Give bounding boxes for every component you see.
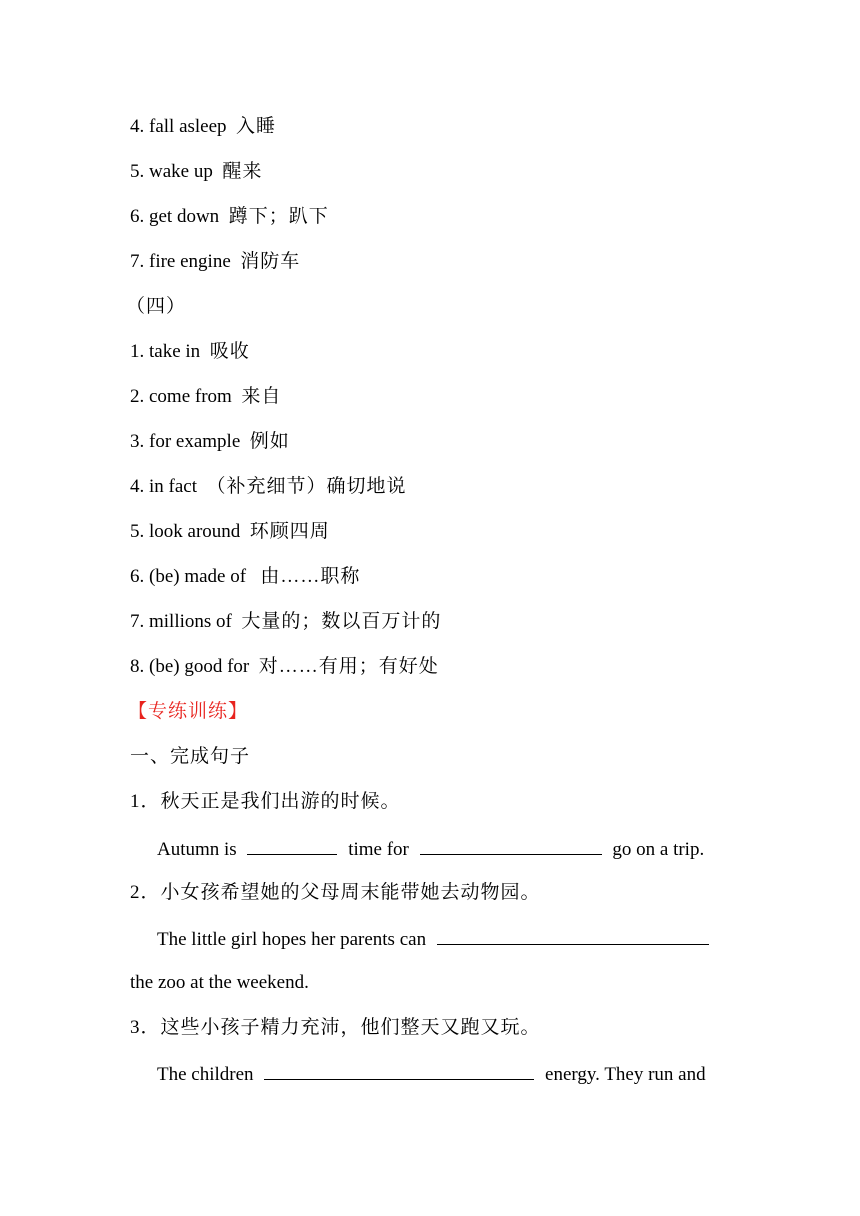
phrase-cn: 由……职称 xyxy=(260,566,361,587)
part-title: 一、完成句子 xyxy=(130,746,251,767)
phrase-cn: 对……有用；有好处 xyxy=(258,656,439,677)
phrase-cn: 醒来 xyxy=(222,161,263,182)
question-sentence xyxy=(157,836,704,862)
question-number: 3． xyxy=(130,1017,161,1038)
question-sentence-continued: the zoo at the weekend. xyxy=(130,972,309,993)
phrase-en: 3. for example xyxy=(130,431,241,452)
phrase-item xyxy=(130,520,330,544)
question-prompt xyxy=(130,790,401,814)
phrase-en: 1. take in xyxy=(130,341,201,362)
question-sentence xyxy=(157,1061,706,1087)
section-label: （四） xyxy=(126,296,187,317)
phrase-en: 5. wake up xyxy=(130,161,213,182)
phrase-cn: 来自 xyxy=(241,386,282,407)
training-heading: 【专练训练】 xyxy=(128,701,249,722)
phrase-cn: 例如 xyxy=(249,431,290,452)
question-prompt xyxy=(130,1016,541,1040)
phrase-item xyxy=(130,610,441,634)
sentence-part: The children xyxy=(157,1064,254,1085)
question-cn: 小女孩希望她的父母周末能带她去动物园。 xyxy=(160,882,541,903)
phrase-item xyxy=(130,160,262,184)
phrase-item xyxy=(130,385,281,409)
phrase-item xyxy=(130,250,300,274)
phrase-en: 6. (be) made of xyxy=(130,566,247,587)
question-number: 1． xyxy=(130,791,161,812)
phrase-cn: 消防车 xyxy=(240,251,301,272)
question-number: 2． xyxy=(130,882,161,903)
sentence-part: time for xyxy=(348,839,409,860)
question-cn: 秋天正是我们出游的时候。 xyxy=(160,791,401,812)
phrase-item xyxy=(130,430,290,454)
phrase-en: 7. millions of xyxy=(130,611,232,632)
phrase-cn: 入睡 xyxy=(236,116,277,137)
phrase-cn: 大量的；数以百万计的 xyxy=(241,611,442,632)
phrase-en: 8. (be) good for xyxy=(130,656,250,677)
sentence-part: The little girl hopes her parents can xyxy=(157,929,427,950)
phrase-item xyxy=(130,340,250,364)
phrase-en: 6. get down xyxy=(130,206,220,227)
question-cn: 这些小孩子精力充沛，他们整天又跑又玩。 xyxy=(160,1017,541,1038)
answer-blank[interactable] xyxy=(437,926,709,945)
phrase-item xyxy=(130,565,360,589)
sentence-part: Autumn is xyxy=(157,839,237,860)
phrase-item xyxy=(130,205,329,229)
phrase-cn: 环顾四周 xyxy=(249,521,330,542)
phrase-cn: （补充细节）确切地说 xyxy=(206,476,407,497)
phrase-cn: 吸收 xyxy=(209,341,250,362)
answer-blank[interactable] xyxy=(420,836,602,855)
question-prompt xyxy=(130,881,541,905)
phrase-item xyxy=(130,475,407,499)
phrase-en: 7. fire engine xyxy=(130,251,231,272)
answer-blank[interactable] xyxy=(247,836,337,855)
question-sentence xyxy=(157,926,715,952)
phrase-cn: 蹲下；趴下 xyxy=(228,206,329,227)
phrase-en: 2. come from xyxy=(130,386,232,407)
phrase-en: 4. fall asleep xyxy=(130,116,227,137)
answer-blank[interactable] xyxy=(264,1061,534,1080)
sentence-part: energy. They run and xyxy=(545,1064,706,1085)
phrase-en: 4. in fact xyxy=(130,476,198,497)
phrase-en: 5. look around xyxy=(130,521,241,542)
phrase-item xyxy=(130,655,439,679)
phrase-item xyxy=(130,115,276,139)
sentence-part: go on a trip. xyxy=(612,839,705,860)
